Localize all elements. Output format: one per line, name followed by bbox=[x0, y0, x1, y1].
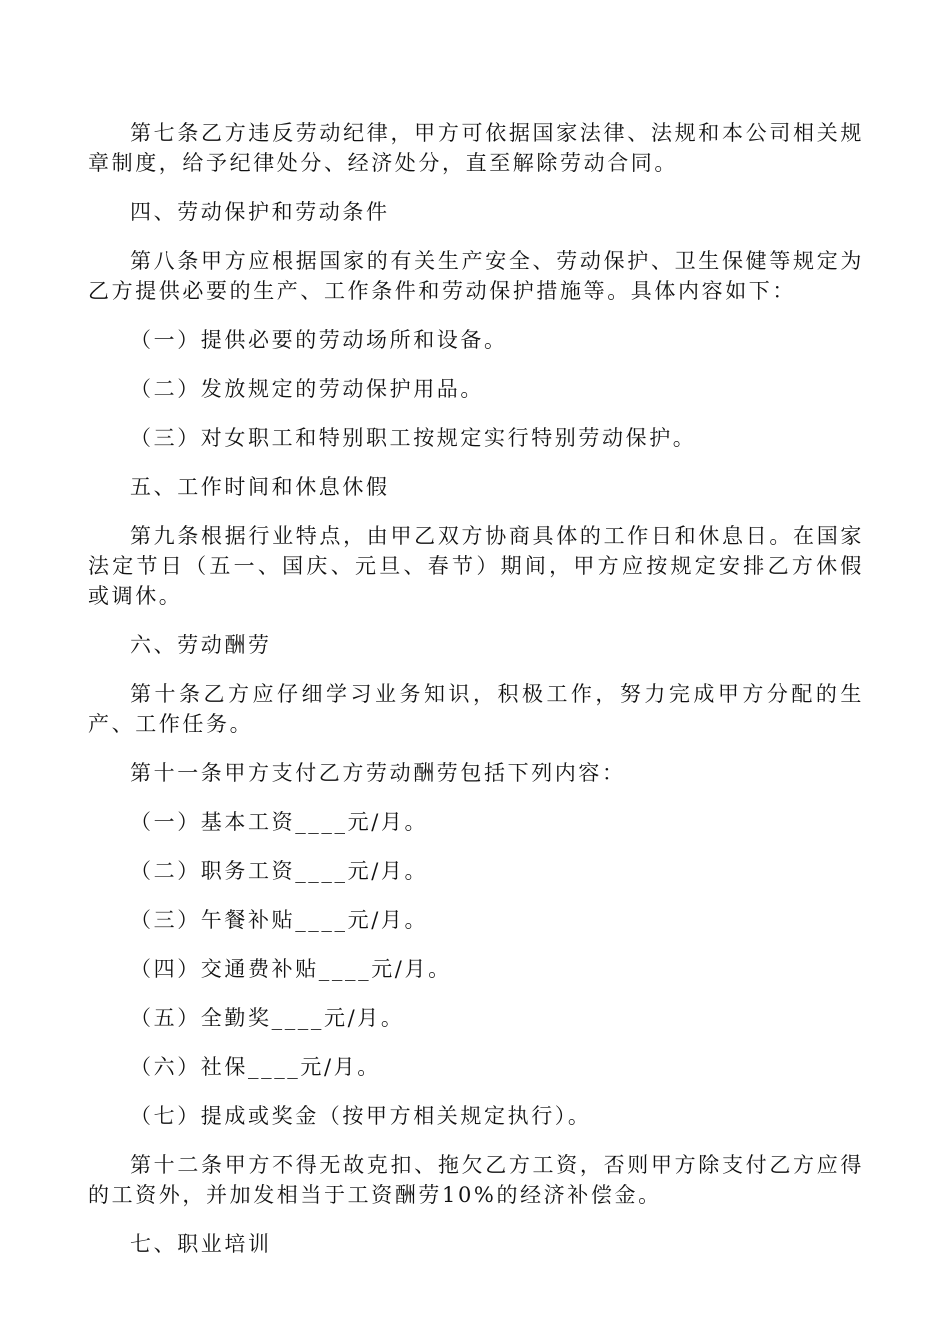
article-9-paragraph: 第九条根据行业特点，由甲乙双方协商具体的工作日和休息日。在国家法定节日（五一、国庆、元旦、春节）期间，甲方应按规定安排乙方休假或调休。 bbox=[88, 524, 864, 608]
article-11-item-5: （五）全勤奖____元/月。 bbox=[130, 1006, 405, 1030]
document-body bbox=[88, 118, 864, 1278]
article-11-paragraph: 第十一条甲方支付乙方劳动酬劳包括下列内容： bbox=[130, 761, 626, 785]
article-11-item-6: （六）社保____元/月。 bbox=[130, 1055, 381, 1079]
article-12-paragraph: 第十二条甲方不得无故克扣、拖欠乙方工资，否则甲方除支付乙方应得的工资外，并加发相当于工资酬劳10%的经济补偿金。 bbox=[88, 1153, 864, 1207]
article-7-paragraph: 第七条乙方违反劳动纪律，甲方可依据国家法律、法规和本公司相关规章制度，给予纪律处分、经济处分，直至解除劳动合同。 bbox=[88, 121, 864, 175]
article-11-item-4: （四）交通费补贴____元/月。 bbox=[130, 957, 452, 981]
article-10-paragraph: 第十条乙方应仔细学习业务知识，积极工作，努力完成甲方分配的生产、工作任务。 bbox=[88, 682, 864, 736]
section-5-heading: 五、工作时间和休息休假 bbox=[130, 475, 390, 499]
article-8-paragraph: 第八条甲方应根据国家的有关生产安全、劳动保护、卫生保健等规定为乙方提供必要的生产、工作条件和劳动保护措施等。具体内容如下： bbox=[88, 249, 864, 303]
article-11-item-7: （七）提成或奖金（按甲方相关规定执行）。 bbox=[130, 1104, 592, 1128]
section-7-heading: 七、职业培训 bbox=[130, 1232, 272, 1256]
article-11-item-1: （一）基本工资____元/月。 bbox=[130, 810, 429, 834]
article-11-item-3: （三）午餐补贴____元/月。 bbox=[130, 908, 429, 932]
section-4-heading: 四、劳动保护和劳动条件 bbox=[130, 200, 390, 224]
article-11-item-2: （二）职务工资____元/月。 bbox=[130, 859, 429, 883]
article-8-item-2: （二）发放规定的劳动保护用品。 bbox=[130, 377, 484, 401]
article-8-item-1: （一）提供必要的劳动场所和设备。 bbox=[130, 328, 508, 352]
article-8-item-3: （三）对女职工和特别职工按规定实行特别劳动保护。 bbox=[130, 426, 697, 450]
section-6-heading: 六、劳动酬劳 bbox=[130, 633, 272, 657]
